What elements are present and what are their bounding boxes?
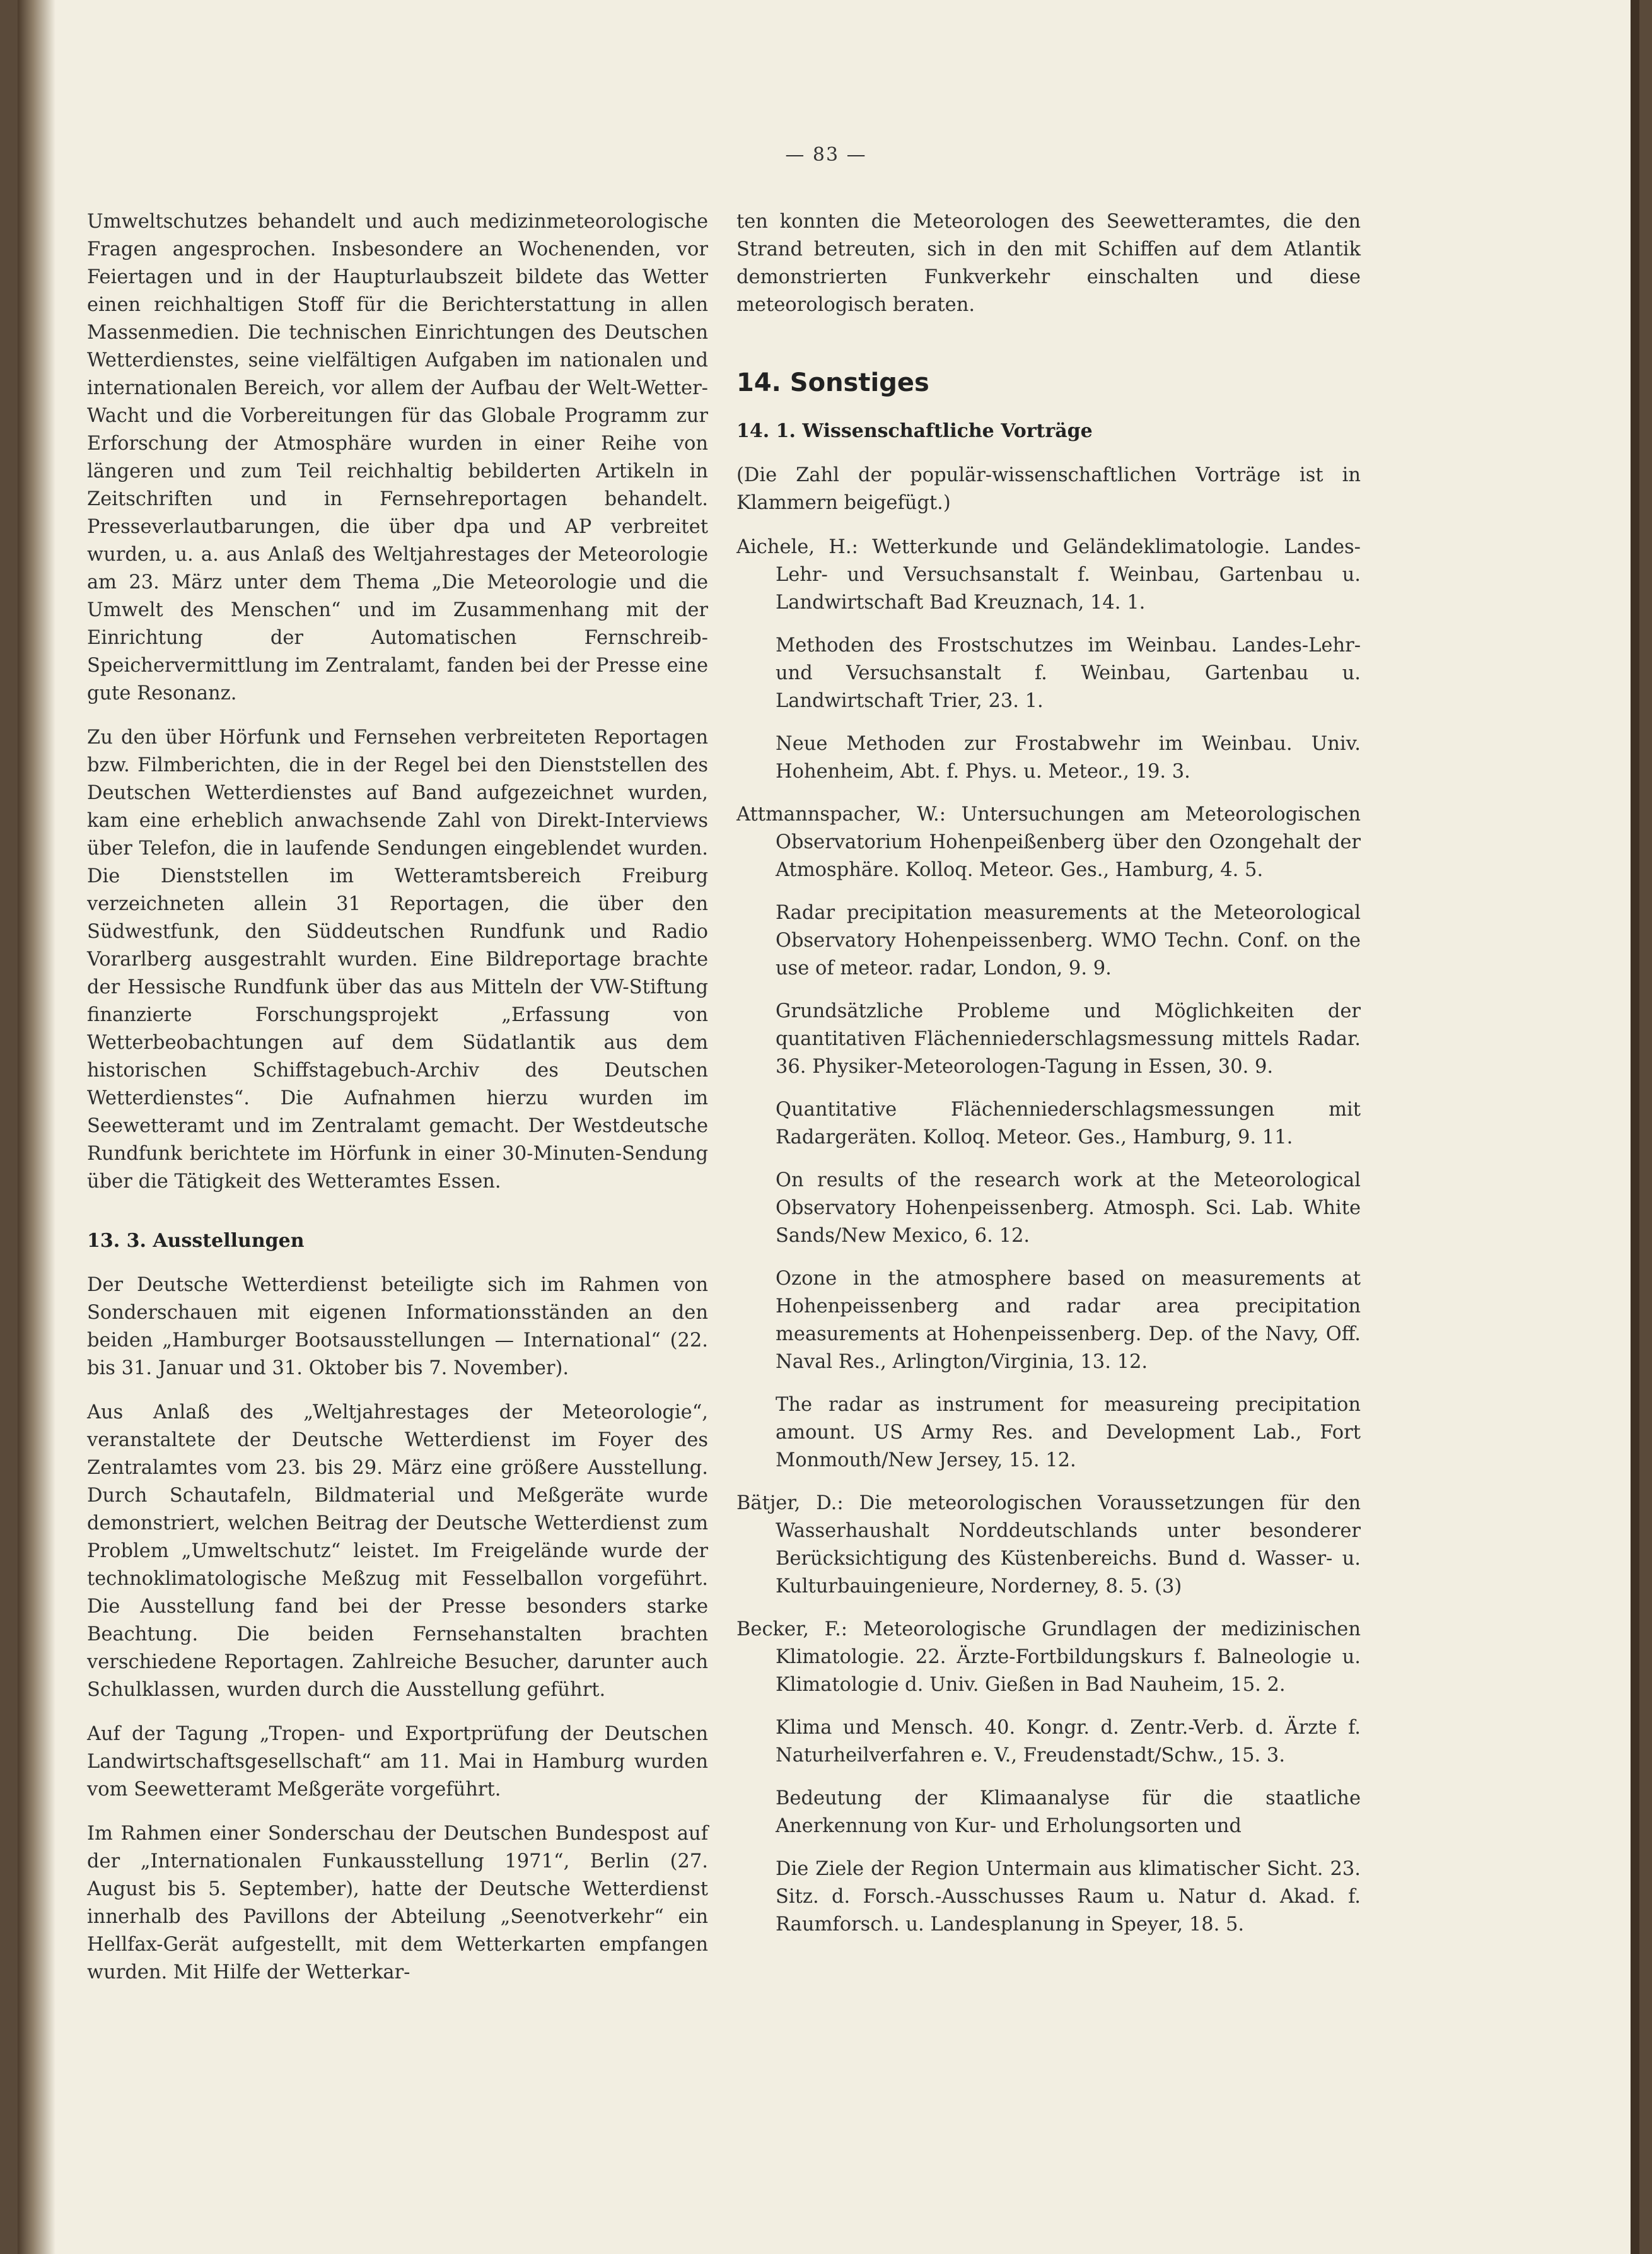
entry-attmannspacher <box>736 801 1361 1474</box>
right-column <box>736 208 1361 1954</box>
entry-baetjer <box>736 1490 1361 1601</box>
left-paragraph-4: Aus Anlaß des „Weltjahrestages der Meteorologie“, veranstaltete der Deutsche Wetterdienst im Foyer des Zentralamtes vom 23. bis 29. März eine größere Ausstellung. Durch Schautafeln, Bildmaterial und Meßgeräte wurde demonstriert, welchen Beitrag der Deutsche Wetterdienst zum Problem „Umweltschutz“ leistet. Im Freigelände wurde der technoklimatologische Meßzug mit Fesselballon vorgeführt. Die Ausstellung fand bei der Presse besonders starke Beachtung. Die beiden Fernsehanstalten brachten verschiedene Reportagen. Zahlreiche Besucher, darunter auch Schulklassen, wurden durch die Ausstellung geführt. <box>87 1401 708 1701</box>
entry-aichele <box>736 534 1361 786</box>
left-paragraph-6: Im Rahmen einer Sonderschau der Deutschen Bundespost auf der „Internationalen Funkausstellung 1971“, Berlin (27. August bis 5. September), hatte der Deutsche Wetterdienst innerhalb des Pavillons der Abteilung „Seenotverkehr“ ein Hellfax-Gerät aufgestellt, mit dem Wetterkarten empfangen wurden. Mit Hilfe der Wetterkar- <box>87 1823 708 1983</box>
scanner-edge <box>1631 0 1639 2254</box>
binding-shadow <box>18 0 55 2254</box>
talk-item: Bedeutung der Klimaanalyse für die staatliche Anerkennung von Kur- und Erholungsorten und <box>776 1787 1361 1837</box>
right-paragraph-1: ten konnten die Meteorologen des Seewetteramtes, die den Strand betreuten, sich in den mit Schiffen auf dem Atlantik demonstrierten Funkverkehr einschalten und diese meteorologisch beraten. <box>736 211 1361 316</box>
left-column <box>87 208 708 2003</box>
talk-item: Klima und Mensch. 40. Kongr. d. Zentr.-Verb. d. Ärzte f. Naturheilverfahren e. V., Freudenstadt/Schw., 15. 3. <box>776 1717 1361 1766</box>
left-paragraph-5: Auf der Tagung „Tropen- und Exportprüfung der Deutschen Landwirtschaftsgesellschaft“ am 11. Mai in Hamburg wurden vom Seewetteramt Meßgeräte vorgeführt. <box>87 1723 708 1801</box>
talk-item: Ozone in the atmosphere based on measurements at Hohenpeissenberg and radar area precipitation measurements at Hohenpeissenberg. Dep. of the Navy, Off. Naval Res., Arlington/Virginia, 13. 12. <box>776 1268 1361 1373</box>
vortraege-note: (Die Zahl der populär-wissenschaftlichen Vorträge ist in Klammern beigefügt.) <box>736 464 1361 514</box>
talk-item: Die Ziele der Region Untermain aus klimatischer Sicht. 23. Sitz. d. Forsch.-Ausschusses Raum u. Natur d. Akad. f. Raumforsch. u. Landesplanung in Speyer, 18. 5. <box>776 1858 1361 1936</box>
talk-item: Quantitative Flächenniederschlagsmessungen mit Radargeräten. Kolloq. Meteor. Ges., Hamburg, 9. 11. <box>776 1099 1361 1148</box>
talk-item: Methoden des Frostschutzes im Weinbau. Landes-Lehr- und Versuchsanstalt f. Weinbau, Gartenbau u. Landwirtschaft Trier, 23. 1. <box>776 634 1361 712</box>
entry-first-line: Aichele, H.: Wetterkunde und Geländeklimatologie. Landes-Lehr- und Versuchsanstalt f. Weinbau, Gartenbau u. Landwirtschaft Bad Kreuznach, 14. 1. <box>736 536 1361 614</box>
talk-item: The radar as instrument for measureing precipitation amount. US Army Res. and Development Lab., Fort Monmouth/New Jersey, 15. 12. <box>776 1394 1361 1471</box>
heading-14: 14. Sonstiges <box>736 368 929 397</box>
entry-first-line: Bätjer, D.: Die meteorologischen Voraussetzungen für den Wasserhaushalt Norddeutschlands unter besonderer Berücksichtigung des Küstenbereichs. Bund d. Wasser- u. Kulturbauingenieure, Norderney, 8. 5. (3) <box>736 1492 1361 1597</box>
left-paragraph-1: Umweltschutzes behandelt und auch medizinmeteorologische Fragen angesprochen. Insbesondere an Wochenenden, vor Feiertagen und in der Haupturlaubszeit bildete das Wetter einen reichhaltigen Stoff für die Berichterstattung in allen Massenmedien. Die technischen Einrichtungen des Deutschen Wetterdienstes, seine vielfältigen Aufgaben im nationalen und internationalen Bereich, vor allem der Aufbau der Welt-Wetter-Wacht und die Vorbereitungen für das Globale Programm zur Erforschung der Atmosphäre wurden in einer Reihe von längeren und zum Teil reichhaltig bebilderten Artikeln in Zeitschriften und in Fernsehreportagen behandelt. Presseverlautbarungen, die über dpa und AP verbreitet wurden, u. a. aus Anlaß des Weltjahrestages der Meteorologie am 23. März unter dem Thema „Die Meteorologie und die Umwelt des Menschen“ und im Zusammenhang mit der Einrichtung der Automatischen Fernschreib-Speichervermittlung im Zentralamt, fanden bei der Presse eine gute Resonanz. <box>87 211 708 704</box>
entry-first-line: Becker, F.: Meteorologische Grundlagen der medizinischen Klimatologie. 22. Ärzte-Fortbildungskurs f. Balneologie u. Klimatologie d. Univ. Gießen in Bad Nauheim, 15. 2. <box>736 1618 1361 1696</box>
talk-item: Neue Methoden zur Frostabwehr im Weinbau. Univ. Hohenheim, Abt. f. Phys. u. Meteor., 19. 3. <box>776 733 1361 783</box>
page-number: — 83 — <box>785 144 867 166</box>
talk-item: On results of the research work at the Meteorological Observatory Hohenpeissenberg. Atmosph. Sci. Lab. White Sands/New Mexico, 6. 12. <box>776 1169 1361 1247</box>
heading-13-3: 13. 3. Ausstellungen <box>87 1230 305 1252</box>
entry-becker <box>736 1616 1361 1939</box>
left-paragraph-2: Zu den über Hörfunk und Fernsehen verbreiteten Reportagen bzw. Filmberichten, die in der Regel bei den Dienststellen des Deutschen Wetterdienstes auf Band aufgezeichnet wurden, kam eine erheblich anwachsende Zahl von Direkt-Interviews über Telefon, die in laufende Sendungen eingeblendet wurden. Die Dienststellen im Wetteramtsbereich Freiburg verzeichneten allein 31 Reportagen, die über den Südwestfunk, den Süddeutschen Rundfunk und Radio Vorarlberg ausgestrahlt wurden. Eine Bildreportage brachte der Hessische Rundfunk über das aus Mitteln der VW-Stiftung finanzierte Forschungsprojekt „Erfassung von Wetterbeobachtungen auf dem Südatlantik aus dem historischen Schiffstagebuch-Archiv des Deutschen Wetterdienstes“. Die Aufnahmen hierzu wurden im Seewetteramt und im Zentralamt gemacht. Der Westdeutsche Rundfunk berichtete im Hörfunk in einer 30-Minuten-Sendung über die Tätigkeit des Wetteramtes Essen. <box>87 727 708 1193</box>
talk-item: Radar precipitation measurements at the Meteorological Observatory Hohenpeissenberg. WMO Techn. Conf. on the use of meteor. radar, London, 9. 9. <box>776 902 1361 979</box>
talk-item: Grundsätzliche Probleme und Möglichkeiten der quantitativen Flächenniederschlagsmessung mittels Radar. 36. Physiker-Meteorologen-Tagung in Essen, 30. 9. <box>776 1000 1361 1078</box>
entry-first-line: Attmannspacher, W.: Untersuchungen am Meteorologischen Observatorium Hohenpeißenberg über den Ozongehalt der Atmosphäre. Kolloq. Meteor. Ges., Hamburg, 4. 5. <box>736 803 1361 881</box>
left-paragraph-3: Der Deutsche Wetterdienst beteiligte sich im Rahmen von Sonderschauen mit eigenen Informationsständen an den beiden „Hamburger Bootsausstellungen — International“ (22. bis 31. Januar und 31. Oktober bis 7. November). <box>87 1274 708 1379</box>
heading-14-1: 14. 1. Wissenschaftliche Vorträge <box>736 420 1093 442</box>
